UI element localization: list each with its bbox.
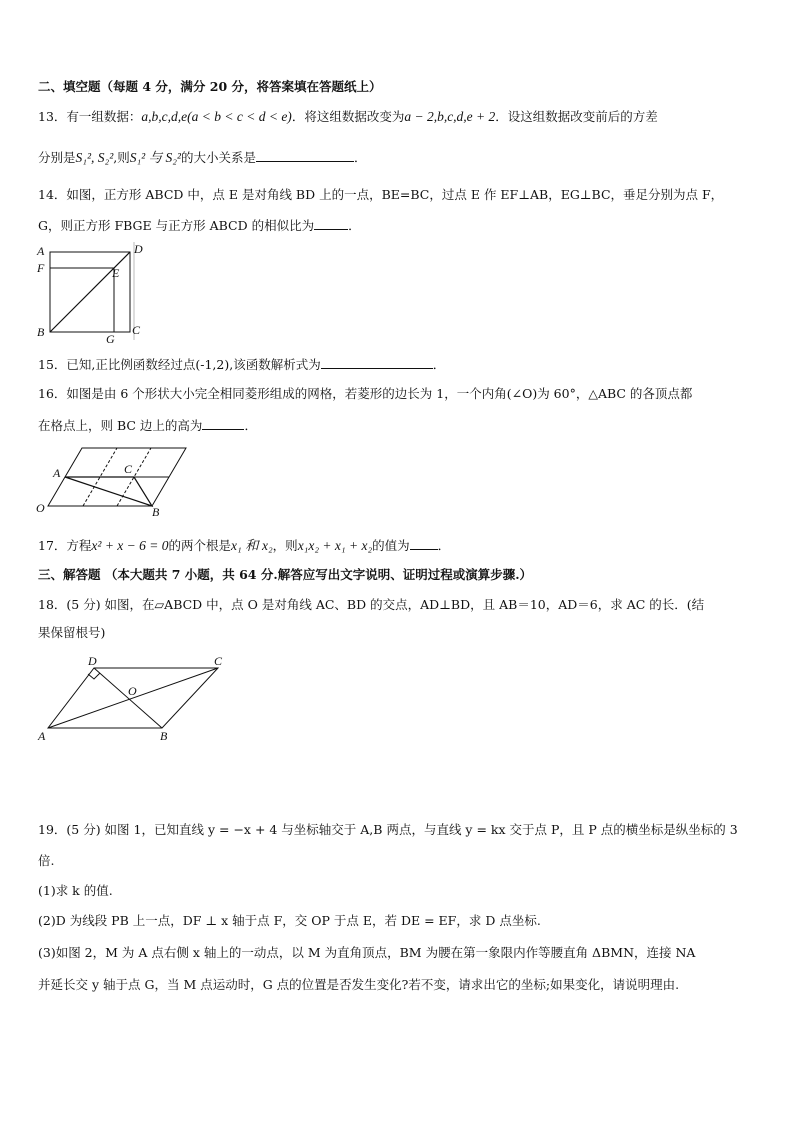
q13-prefix: 13．有一组数据： [38, 109, 142, 124]
label-b: B [160, 729, 168, 743]
q13-answer-blank[interactable] [256, 148, 354, 162]
q15-answer-blank[interactable] [321, 355, 433, 369]
q13-tail: ．设这组数据改变前后的方差 [495, 109, 658, 124]
diagonal-bd [94, 668, 162, 728]
label-f: F [37, 261, 45, 275]
label-a: A [37, 244, 45, 258]
question-19-part-3-line-1: (3)如图 2，M 为 A 点右侧 x 轴上的一动点，以 M 为直角顶点，BM 为腰在第一象限内作等腰直角 ΔBMN，连接 NA [38, 945, 696, 960]
section-2-title: 二、填空题（每题 4 分，满分 20 分，将答案填在答题纸上） [38, 79, 382, 94]
q15-end: ． [432, 357, 446, 372]
q13-vars: S₁², S₂² [75, 150, 114, 165]
question-13-line-2 [38, 148, 760, 167]
label-d: D [88, 654, 97, 668]
q17-answer-blank[interactable] [410, 536, 438, 550]
q16-end: ． [244, 418, 257, 433]
q14-square-figure [30, 240, 155, 345]
q13-cond: (a < b < c < d < e) [187, 109, 292, 124]
q17-equation: x² + x − 6 = 0 [91, 538, 169, 553]
label-a: A [53, 466, 61, 480]
question-19-line-1: 19．(5 分) 如图 1，已知直线 y = −x + 4 与坐标轴交于 A,B 两点，与直线 y = kx 交于点 P，且 P 点的横坐标是纵坐标的 3 [38, 822, 738, 837]
q14-answer-blank[interactable] [314, 216, 348, 230]
q17-expression: x₁x₂ + x₁ + x₂ [297, 538, 373, 553]
q13-compare: S₁² 与 S₂² [129, 150, 181, 165]
question-14-line-2 [38, 216, 760, 235]
question-17 [38, 536, 760, 555]
q14-line2: G，则正方形 FBGE 与正方形 ABCD 的相似比为 [38, 218, 315, 233]
q13-mid: ．将这组数据改变为 [291, 109, 405, 124]
label-e: E [112, 266, 120, 280]
question-19-line-2: 倍. [38, 853, 55, 868]
q13-changed: a − 2,b,c,d,e + 2 [404, 109, 496, 124]
q17-mid: 的两个根是 [168, 538, 232, 553]
q17-prefix: 17．方程 [38, 538, 92, 553]
label-d: D [134, 242, 143, 256]
question-16-line-2 [38, 416, 760, 435]
q15-text: 15．已知,正比例函数经过点(-1,2),该函数解析式为 [38, 357, 321, 372]
q17-mid2: ，则 [272, 538, 298, 553]
question-14-line-1: 14．如图，正方形 ABCD 中，点 E 是对角线 BD 上的一点，BE=BC，过点 E 作 EF⊥AB，EG⊥BC，垂足分别为点 F， [38, 187, 724, 202]
q16-line2: 在格点上，则 BC 边上的高为 [38, 418, 203, 433]
label-b: B [37, 325, 45, 339]
label-o: O [36, 501, 45, 515]
q13-line2a: 分别是 [38, 150, 76, 165]
q13-line2b: ,则 [113, 150, 130, 165]
question-19-part-3-line-2: 并延长交 y 轴于点 G，当 M 点运动时，G 点的位置是否发生变化?若不变，请求出它的坐标;如果变化，请说明理由. [38, 977, 680, 992]
q16-rhombus-grid-figure [30, 440, 200, 520]
label-a: A [38, 729, 46, 743]
question-19-part-1: (1)求 k 的值. [38, 883, 113, 898]
label-o: O [128, 684, 137, 698]
question-15 [38, 355, 760, 374]
question-18-line-1: 18．(5 分) 如图，在▱ABCD 中，点 O 是对角线 AC、BD 的交点，AD⊥BD，且 AB＝10，AD＝6，求 AC 的长．(结 [38, 597, 705, 612]
label-b: B [152, 505, 160, 519]
q16-answer-blank[interactable] [202, 416, 244, 430]
q14-end: ． [348, 218, 361, 233]
label-c: C [132, 323, 141, 337]
question-13-line-1 [38, 108, 760, 126]
q13-end: ． [353, 150, 367, 165]
diagonal-ac [48, 668, 218, 728]
question-16-line-1: 16．如图是由 6 个形状大小完全相同菱形组成的网格，若菱形的边长为 1，一个内角(∠O)为 60°，△ABC 的各顶点都 [38, 386, 693, 401]
q17-roots: x₁ 和 x₂ [231, 538, 273, 553]
label-g: G [106, 332, 115, 345]
q17-tail: 的值为 [372, 538, 410, 553]
triangle-abc [65, 477, 152, 506]
q17-end: ． [437, 538, 451, 553]
label-c: C [124, 462, 133, 476]
section-3-title: 三、解答题 （本大题共 7 小题，共 64 分.解答应写出文字说明、证明过程或演算步骤.） [38, 567, 533, 582]
q18-parallelogram-figure [30, 650, 240, 746]
diagonal-bd [50, 252, 130, 332]
label-c: C [214, 654, 223, 668]
question-18-line-2: 果保留根号) [38, 625, 106, 640]
q13-data: a,b,c,d,e [141, 109, 188, 124]
q13-line2c: 的大小关系是 [180, 150, 256, 165]
question-19-part-2: (2)D 为线段 PB 上一点，DF ⊥ x 轴于点 F，交 OP 于点 E，若 DE = EF，求 D 点坐标. [38, 913, 541, 928]
